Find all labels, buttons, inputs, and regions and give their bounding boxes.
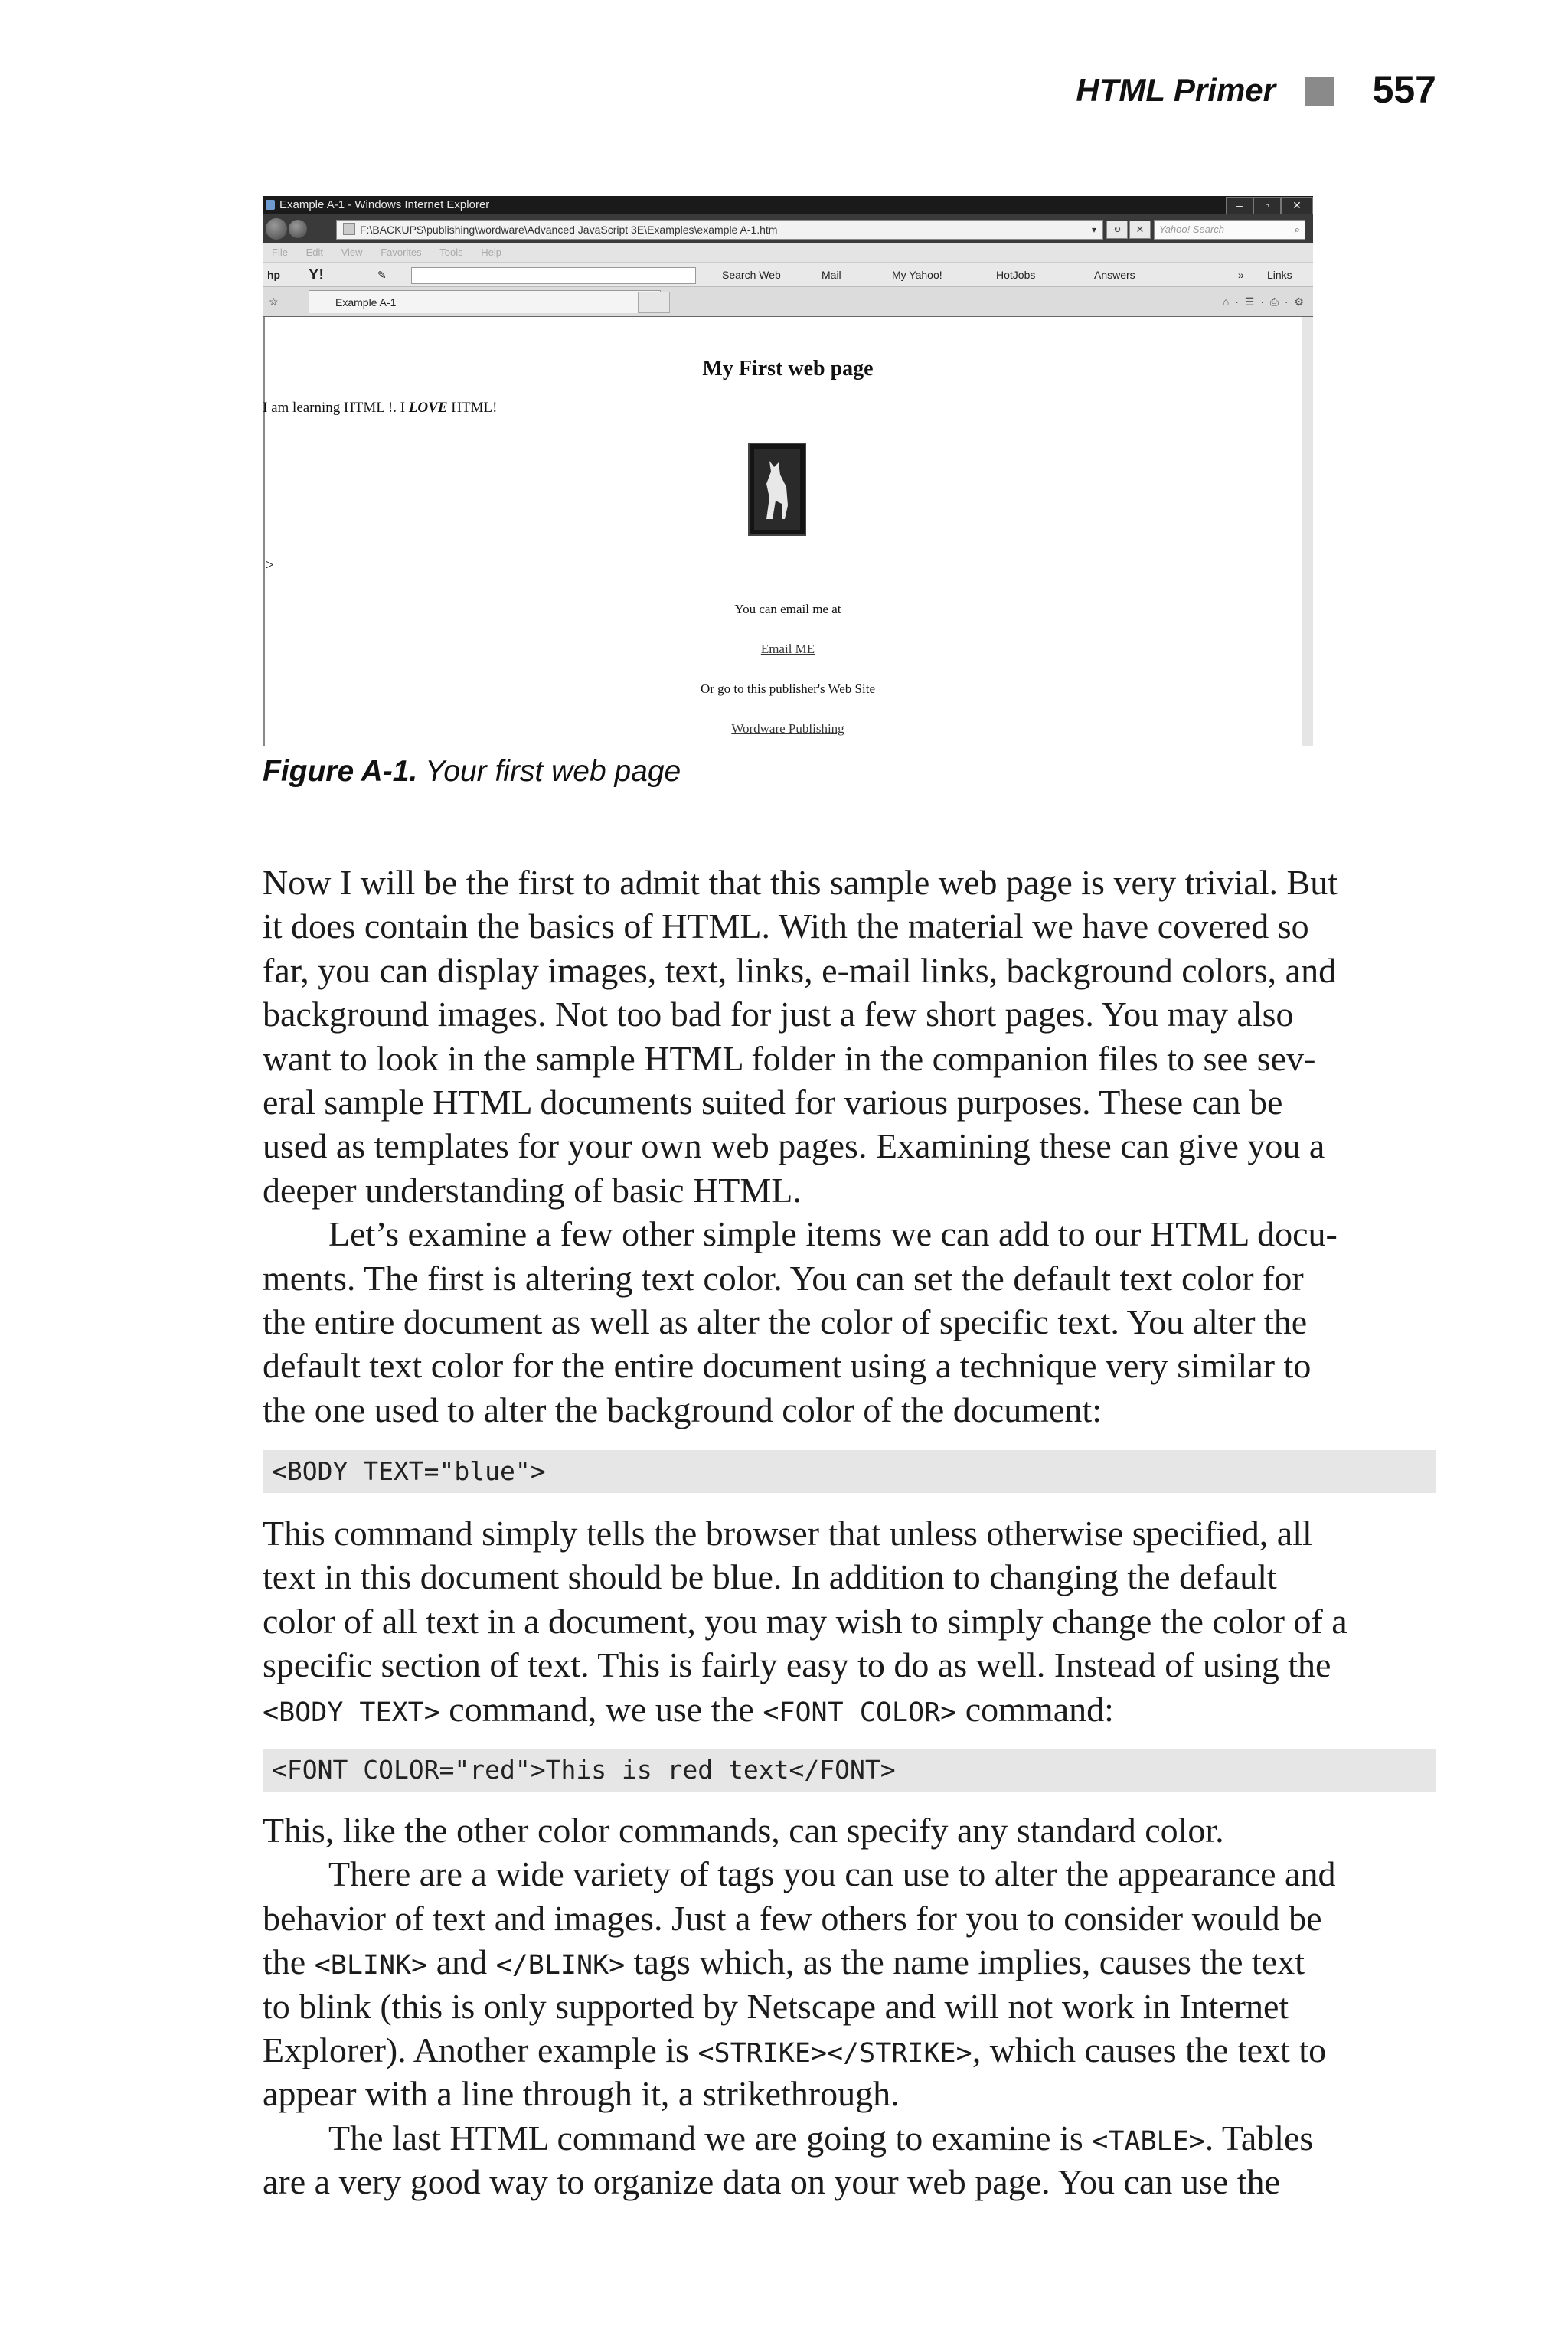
stray-character: > (266, 557, 274, 573)
p3-text: command, we use the (439, 1689, 763, 1729)
tab-label: Example A-1 (335, 296, 397, 309)
publisher-intro: Or go to this publisher's Web Site (700, 681, 876, 696)
caption-text: Your first web page (425, 755, 681, 788)
inline-code: <BODY TEXT> (263, 1697, 440, 1728)
mail-button[interactable]: Mail (822, 269, 841, 281)
p5-text: Explorer). Another example is (263, 2030, 698, 2069)
body-paragraphs-1-2 (263, 861, 1457, 1432)
p3-line: text in this document should be blue. In addition to changing the default (263, 1557, 1277, 1597)
yahoo-logo-icon[interactable]: Y! (309, 266, 324, 283)
caption-label: Figure A-1. (263, 755, 418, 788)
inline-code: <BLINK> (314, 1950, 428, 1981)
address-text: F:\BACKUPS\publishing\wordware\Advanced JavaScript 3E\Examples\example A-1.htm (360, 224, 778, 236)
pen-icon[interactable]: ✎ (377, 269, 387, 281)
chevron-down-icon[interactable]: ▾ (1091, 224, 1096, 235)
hotjobs-button[interactable]: HotJobs (996, 269, 1036, 281)
p2-line: the entire document as well as alter the color of specific text. You alter the (263, 1302, 1308, 1341)
window-title-bar (263, 196, 1313, 214)
body-paragraphs-4-6 (263, 1808, 1457, 2204)
toolbar-search-input[interactable] (411, 267, 696, 284)
code-font-color: <FONT COLOR="red">This is red text</FONT> (263, 1749, 1436, 1792)
menu-bar (263, 243, 1313, 262)
p3-line: This command simply tells the browser that unless otherwise specified, all (263, 1514, 1312, 1553)
p5-line (263, 2028, 1457, 2072)
body-paragraph-3 (263, 1511, 1457, 1731)
p1-line: want to look in the sample HTML folder in the companion files to see sev- (263, 1038, 1316, 1078)
p5-line: to blink (this is only supported by Netscape and will not work in Internet (263, 1986, 1289, 2026)
p5-line: appear with a line through it, a strikethrough. (263, 2074, 900, 2114)
figure-caption (263, 755, 681, 789)
close-button[interactable]: ✕ (1281, 197, 1313, 215)
refresh-button[interactable]: ↻ (1106, 220, 1128, 239)
p2-line: ments. The first is altering text color. You can set the default text color for (263, 1258, 1304, 1298)
minimize-button[interactable]: – (1226, 197, 1253, 215)
p6-line: are a very good way to organize data on your web page. You can use the (263, 2162, 1280, 2202)
menu-view[interactable]: View (341, 247, 363, 258)
back-button[interactable] (266, 218, 287, 240)
my-yahoo-button[interactable]: My Yahoo! (892, 269, 942, 281)
search-input[interactable] (1154, 220, 1305, 240)
hp-logo-icon[interactable]: hp (267, 269, 281, 281)
p5-text: tags which, as the name implies, causes the text (625, 1942, 1305, 1982)
p1-line: eral sample HTML documents suited for various purposes. These can be (263, 1082, 1283, 1122)
email-intro: You can email me at (734, 602, 841, 616)
p6-line (263, 2116, 1457, 2160)
menu-file[interactable]: File (272, 247, 288, 258)
figure-screenshot (263, 196, 1313, 746)
code-body-text: <BODY TEXT="blue"> (263, 1450, 1436, 1493)
p2-line: the one used to alter the background color of the document: (263, 1390, 1102, 1429)
more-chevron-icon[interactable]: » (1238, 269, 1244, 281)
menu-help[interactable]: Help (481, 247, 502, 258)
menu-favorites[interactable]: Favorites (381, 247, 422, 258)
search-placeholder: Yahoo! Search (1159, 224, 1225, 235)
answers-button[interactable]: Answers (1094, 269, 1135, 281)
sample-page-heading: My First web page (702, 357, 874, 381)
page-number: 557 (1372, 68, 1436, 111)
new-tab-button[interactable] (638, 292, 670, 313)
inline-code: <FONT COLOR> (763, 1697, 957, 1728)
window-buttons (1226, 196, 1313, 214)
p3-line: specific section of text. This is fairly easy to do as well. Instead of using the (263, 1645, 1331, 1685)
p1-line: far, you can display images, text, links, e-mail links, background colors, and (263, 950, 1337, 990)
inline-code: </BLINK> (495, 1950, 626, 1981)
wordware-publishing-link[interactable]: Wordware Publishing (731, 721, 844, 736)
inline-code: <TABLE> (1092, 2125, 1205, 2157)
email-me-link[interactable]: Email ME (760, 642, 815, 656)
address-bar[interactable] (336, 220, 1103, 240)
p5-text: , which causes the text to (972, 2030, 1327, 2069)
p1-line: Now I will be the first to admit that this sample web page is very trivial. But (263, 863, 1338, 902)
p6-text: The last HTML command we are going to examine is (328, 2118, 1093, 2158)
maximize-button[interactable]: ▫ (1253, 197, 1281, 215)
search-icon[interactable]: ⌕ (1294, 224, 1300, 235)
favorites-star-icon[interactable]: ☆ (269, 296, 279, 308)
address-row (263, 214, 1313, 243)
p3-text: command: (956, 1689, 1114, 1729)
wolf-silhouette-icon (750, 444, 805, 534)
paragraph-prefix: I am learning HTML !. I (263, 400, 409, 416)
p6-text: . Tables (1204, 2118, 1314, 2158)
p3-line (263, 1687, 1457, 1731)
yahoo-toolbar (263, 262, 1313, 287)
p2-line: Let’s examine a few other simple items we can add to our HTML docu- (328, 1214, 1338, 1254)
p4-line: This, like the other color commands, can specify any standard color. (263, 1811, 1224, 1850)
p5-text: and (427, 1942, 496, 1982)
p1-line: deeper understanding of basic HTML. (263, 1170, 802, 1210)
menu-edit[interactable]: Edit (305, 247, 323, 258)
p3-line: color of all text in a document, you may wish to simply change the color of a (263, 1601, 1348, 1641)
window-title: Example A-1 - Windows Internet Explorer (279, 198, 490, 211)
p5-line: There are a wide variety of tags you can use to alter the appearance and (328, 1854, 1336, 1894)
p1-line: used as templates for your own web pages. Examining these can give you a (263, 1126, 1325, 1166)
page-icon (343, 223, 355, 235)
forward-button[interactable] (289, 220, 307, 238)
p1-line: it does contain the basics of HTML. With the material we have covered so (263, 906, 1309, 946)
tab-bar (263, 286, 1313, 318)
links-button[interactable]: Links (1267, 269, 1292, 281)
menu-tools[interactable]: Tools (439, 247, 463, 258)
tab-example-a1[interactable] (309, 290, 661, 313)
p2-line: default text color for the entire document using a technique very similar to (263, 1346, 1312, 1386)
p5-line (263, 1940, 1457, 1984)
sample-page-paragraph (263, 400, 497, 416)
section-title: HTML Primer (1076, 72, 1276, 108)
command-bar-icons[interactable]: ⌂ · ☰ · ⎙ · ⚙ (1222, 296, 1305, 308)
p5-line: behavior of text and images. Just a few others for you to consider would be (263, 1898, 1322, 1938)
p5-text: the (263, 1942, 315, 1982)
stop-button[interactable]: ✕ (1129, 220, 1151, 239)
paragraph-emphasis: LOVE (408, 400, 448, 416)
header-square-icon (1305, 77, 1334, 106)
p1-line: background images. Not too bad for just a few short pages. You may also (263, 995, 1294, 1034)
wolf-image (748, 443, 806, 536)
inline-code: <STRIKE></STRIKE> (697, 2037, 972, 2069)
paragraph-suffix: HTML! (447, 400, 498, 416)
search-web-button[interactable]: Search Web (722, 269, 781, 281)
running-header (0, 67, 1436, 121)
ie-app-icon (266, 200, 275, 210)
